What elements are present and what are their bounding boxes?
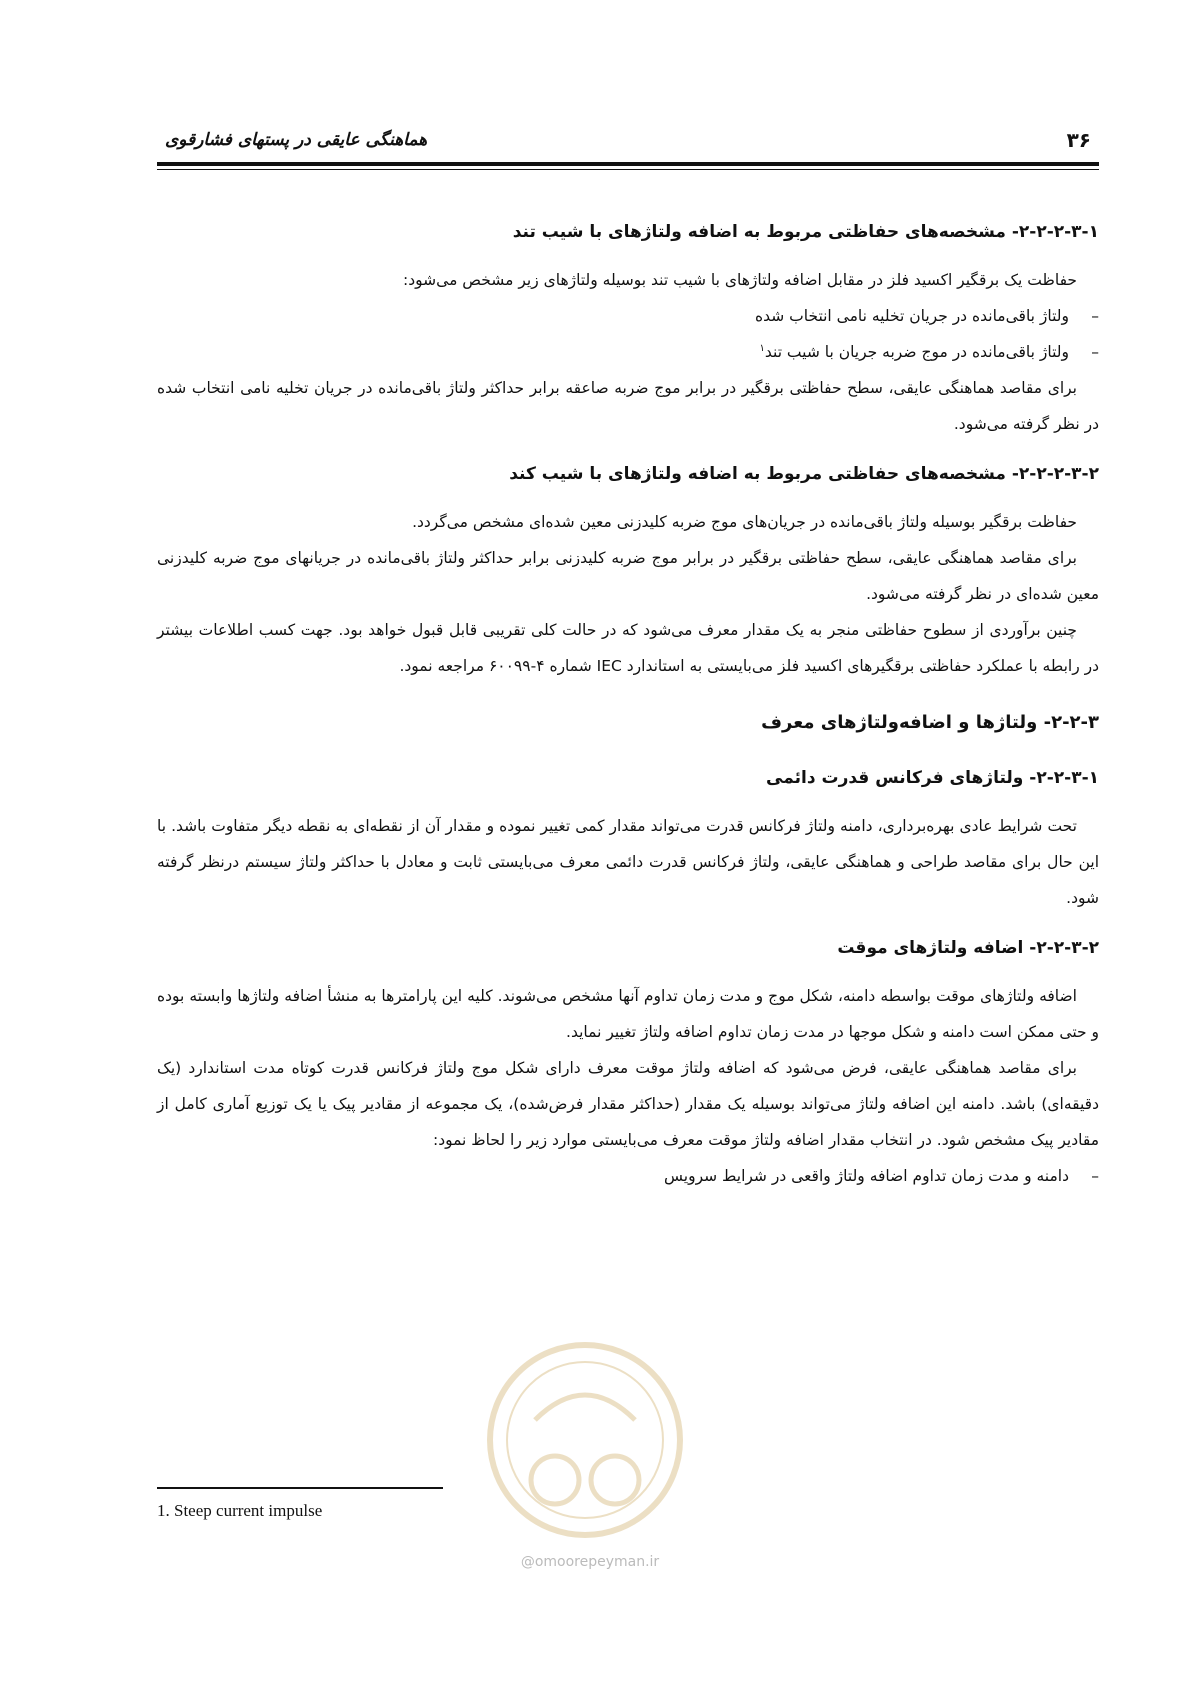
paragraph: تحت شرایط عادی بهره‌برداری، دامنه ولتاژ فرکانس قدرت می‌تواند مقدار کمی تغییر نموده و مقدار آن از نقطه‌ای به نقطه دیگر متفاوت باشد. با این حال برای مقاصد طراحی و هماهنگی عایقی، ولتاژ فرکانس قدرت دائمی معرف می‌بایستی ثابت و معادل با حداکثر ولتاژ سیستم درنظر گرفته شود. [157, 817, 1099, 907]
body-text [157, 200, 1099, 1194]
list-item [157, 298, 1099, 334]
section-heading-2-2-3-2: ۲-۲-۳-۲- اضافه ولتاژهای موقت [837, 938, 1099, 958]
list-dash: – [1091, 343, 1099, 361]
footnote: 1. Steep current impulse [157, 1501, 323, 1520]
watermark-url: @omoorepeyman.ir [520, 1554, 660, 1570]
list-item [157, 1158, 1099, 1194]
section-heading-2-2-2-3-2: ۲-۲-۲-۳-۲- مشخصه‌های حفاظتی مربوط به اضافه ولتاژهای با شیب کند [509, 464, 1099, 484]
list-item-text: دامنه و مدت زمان تداوم اضافه ولتاژ واقعی در شرایط سرویس [664, 1167, 1069, 1185]
footnote-rule [157, 1487, 443, 1489]
list-item-text: ولتاژ باقی‌مانده در موج ضربه جریان با شیب تند [764, 343, 1069, 361]
paragraph: برای مقاصد هماهنگی عایقی، سطح حفاظتی برقگیر در برابر موج ضربه کلیدزنی برابر حداکثر ولتاژ باقی‌مانده در جریانهای موج ضربه کلیدزنی معین شده‌ای در نظر گرفته می‌شود. [157, 549, 1099, 603]
list-item [157, 334, 1099, 370]
section-heading-2-2-3-1: ۲-۲-۳-۱- ولتاژهای فرکانس قدرت دائمی [766, 768, 1099, 788]
paragraph: حفاظت برقگیر بوسیله ولتاژ باقی‌مانده در جریان‌های موج ضربه کلیدزنی معین شده‌ای مشخص می‌گردد. [412, 513, 1077, 531]
paragraph: برای مقاصد هماهنگی عایقی، سطح حفاظتی برقگیر در برابر موج ضربه صاعقه برابر حداکثر ولتاژ باقی‌مانده در جریان تخلیه نامی انتخاب شده در نظر گرفته می‌شود. [157, 379, 1099, 433]
header-rule-thick [157, 162, 1099, 166]
section-heading-2-2-2-3-1: ۲-۲-۲-۳-۱- مشخصه‌های حفاظتی مربوط به اضافه ولتاژهای با شیب تند [512, 222, 1099, 242]
footnote-marker: ۱ [759, 342, 765, 354]
running-header [157, 124, 1099, 160]
header-rule-thin [157, 169, 1099, 170]
list-dash: – [1091, 1167, 1099, 1185]
list-item-text: ولتاژ باقی‌مانده در جریان تخلیه نامی انتخاب شده [754, 307, 1069, 325]
page-number: ۳۶ [1066, 128, 1091, 152]
section-heading-2-2-3: ۲-۲-۳- ولتاژها و اضافه‌ولتاژهای معرف [761, 712, 1099, 733]
paragraph: برای مقاصد هماهنگی عایقی، فرض می‌شود که اضافه ولتاژ موقت معرف دارای شکل موج ولتاژ فرکانس قدرت کوتاه مدت استاندارد (یک دقیقه‌ای) باشد. دامنه این اضافه ولتاژ می‌تواند بوسیله یک مقدار (حداکثر مقدار فرض‌شده)، یک مجموعه از مقادیر پیک یا یک توزیع آماری کامل از مقادیر پیک مشخص شود. در انتخاب مقدار اضافه ولتاژ موقت معرف می‌بایستی موارد زیر را لحاظ نمود: [157, 1059, 1099, 1149]
book-title: هماهنگی عایقی در پستهای فشارقوی [165, 130, 428, 150]
paragraph: حفاظت یک برقگیر اکسید فلز در مقابل اضافه ولتاژهای با شیب تند بوسیله ولتاژهای زیر مشخص می‌شود: [403, 271, 1077, 289]
watermark-seal [475, 1330, 695, 1560]
list-dash: – [1091, 307, 1099, 325]
paragraph: چنین برآوردی از سطوح حفاظتی منجر به یک مقدار معرف می‌شود که در حالت کلی تقریبی قابل قبول خواهد بود. جهت کسب اطلاعات بیشتر در رابطه با عملکرد حفاظتی برقگیرهای اکسید فلز می‌بایستی به استاندارد IEC شماره ۴-۶۰۰۹۹ مراجعه نمود. [157, 621, 1099, 675]
paragraph: اضافه ولتاژهای موقت بواسطه دامنه، شکل موج و مدت زمان تداوم آنها مشخص می‌شوند. کلیه این پارامترها به منشأ اضافه ولتاژها وابسته بوده و حتی ممکن است دامنه و شکل موجها در مدت زمان تداوم اضافه ولتاژ تغییر نماید. [157, 987, 1099, 1041]
